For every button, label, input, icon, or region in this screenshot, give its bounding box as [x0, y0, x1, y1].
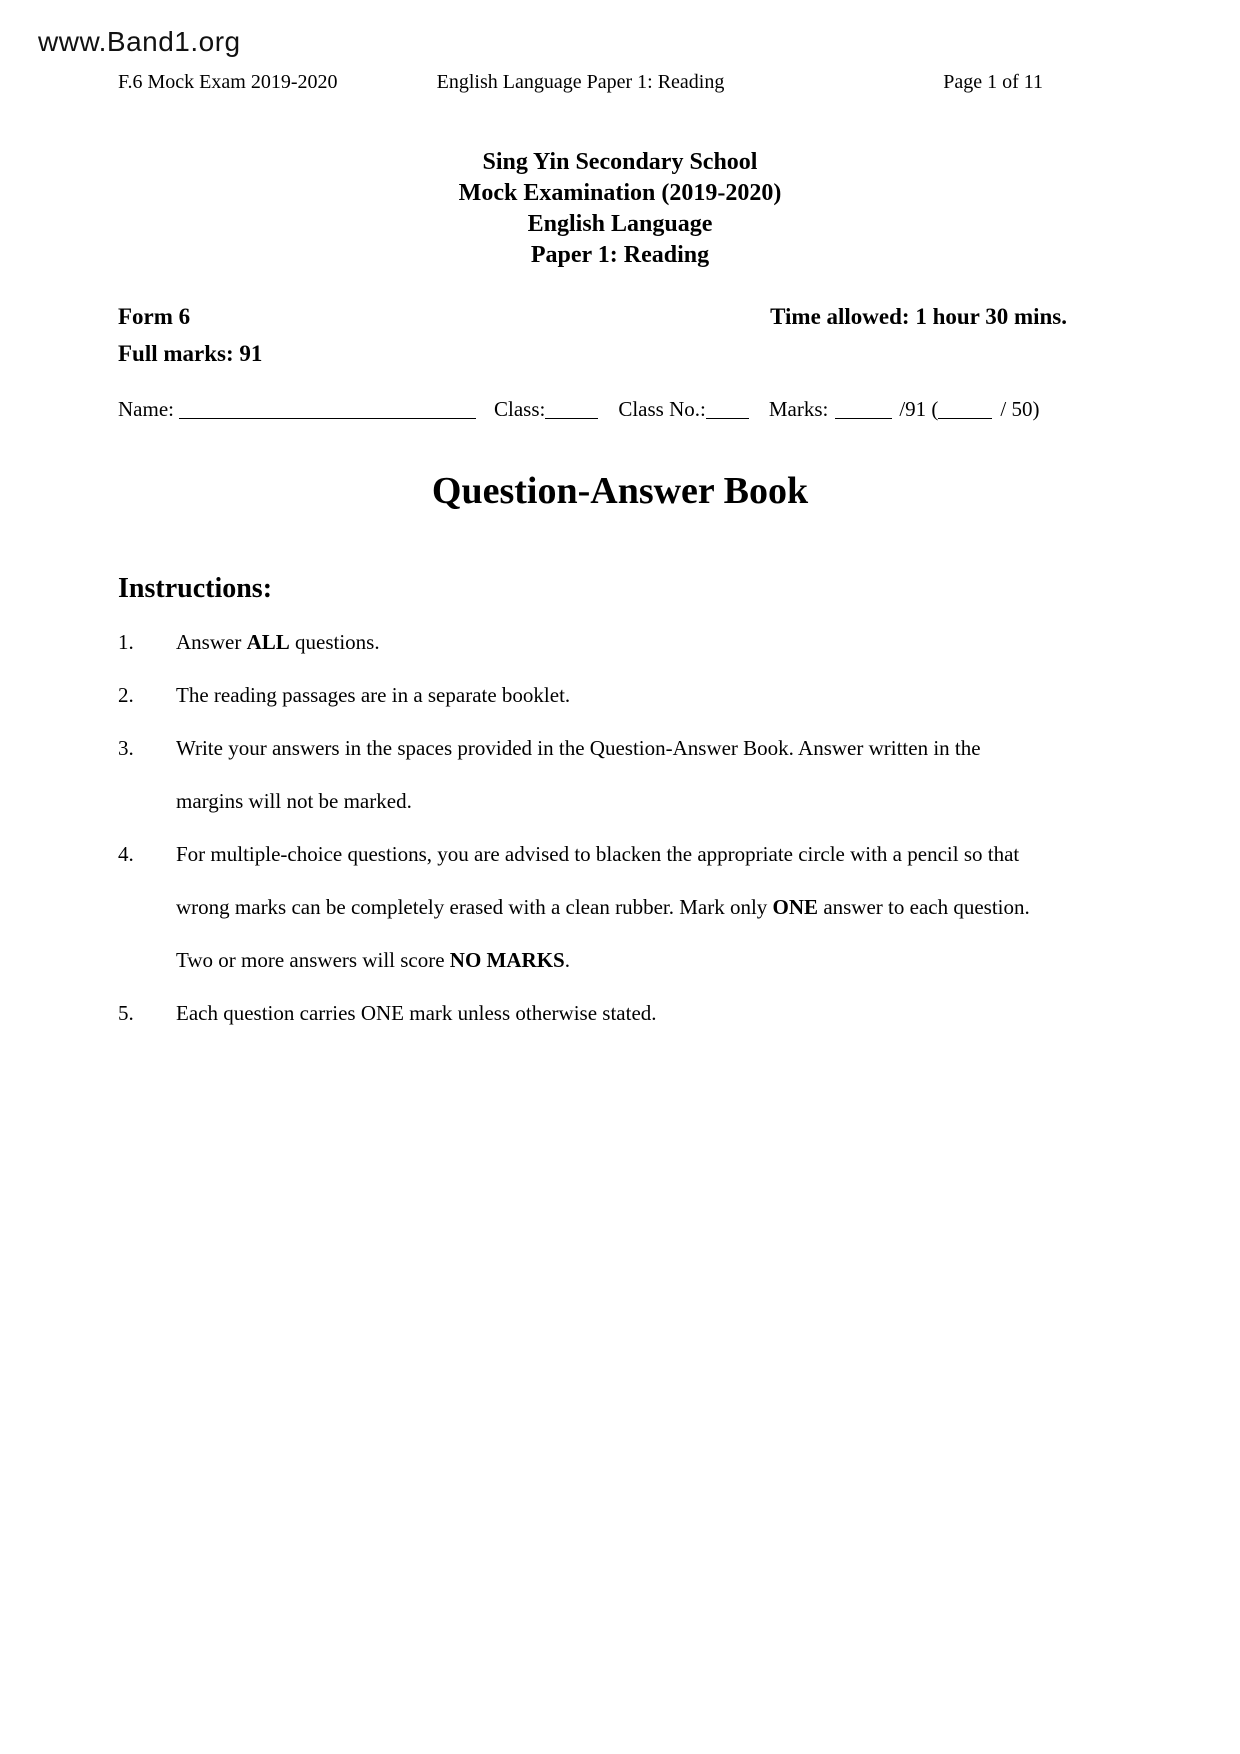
instructions-list	[118, 616, 1088, 1040]
name-blank	[179, 400, 476, 419]
form-level: Form 6	[118, 304, 191, 329]
class-label: Class:	[493, 397, 546, 421]
exam-name: Mock Examination (2019-2020)	[458, 180, 782, 206]
watermark-url: www.Band1.org	[38, 26, 241, 57]
candidate-info-row	[118, 396, 1040, 422]
full-marks: Full marks: 91	[118, 341, 263, 366]
class-blank	[545, 400, 598, 419]
school-name: Sing Yin Secondary School	[482, 149, 758, 175]
name-label: Name:	[118, 397, 174, 421]
instruction-number: 3.	[118, 736, 134, 760]
header-page-number: Page 1 of 11	[943, 71, 1043, 93]
instruction-item	[118, 616, 1088, 669]
instruction-text: For multiple-choice questions, you are advised to blacken the appropriate circle with a pencil so that wrong marks can be completely erased with a clean rubber. Mark only ONE answer to each question. Two or more answers will score NO MARKS.	[176, 842, 1030, 972]
class-no-blank	[706, 400, 749, 419]
time-allowed: Time allowed: 1 hour 30 mins.	[770, 304, 1067, 329]
marks-conversion-blank	[938, 400, 992, 419]
header-paper-name: English Language Paper 1: Reading	[436, 71, 725, 93]
instruction-number: 4.	[118, 842, 134, 866]
instruction-item	[118, 722, 1088, 828]
title-block	[0, 147, 1240, 271]
subject-name: English Language	[527, 211, 713, 237]
instruction-number: 1.	[118, 630, 134, 654]
book-title: Question-Answer Book	[431, 470, 809, 512]
header-exam-name: F.6 Mock Exam 2019-2020	[118, 71, 338, 93]
class-no-label: Class No.:	[618, 397, 706, 421]
marks-blank	[835, 400, 892, 419]
paper-name: Paper 1: Reading	[530, 242, 710, 268]
instruction-text: Each question carries ONE mark unless otherwise stated.	[176, 1001, 657, 1025]
instruction-text: Write your answers in the spaces provided in the Question-Answer Book. Answer written in the margins will not be marked.	[176, 736, 981, 813]
instructions-heading: Instructions:	[118, 573, 273, 604]
instruction-text: Answer ALL questions.	[176, 630, 380, 654]
instruction-text: The reading passages are in a separate booklet.	[176, 683, 571, 707]
form-time-row	[118, 303, 1067, 330]
instruction-item	[118, 828, 1088, 987]
page-header	[118, 70, 1043, 94]
marks-conversion: / 50)	[1000, 397, 1040, 421]
marks-out-of: /91 (	[899, 397, 939, 421]
instruction-number: 2.	[118, 683, 134, 707]
instruction-item	[118, 987, 1088, 1040]
instruction-number: 5.	[118, 1001, 134, 1025]
instruction-item	[118, 669, 1088, 722]
marks-label: Marks:	[768, 397, 829, 421]
